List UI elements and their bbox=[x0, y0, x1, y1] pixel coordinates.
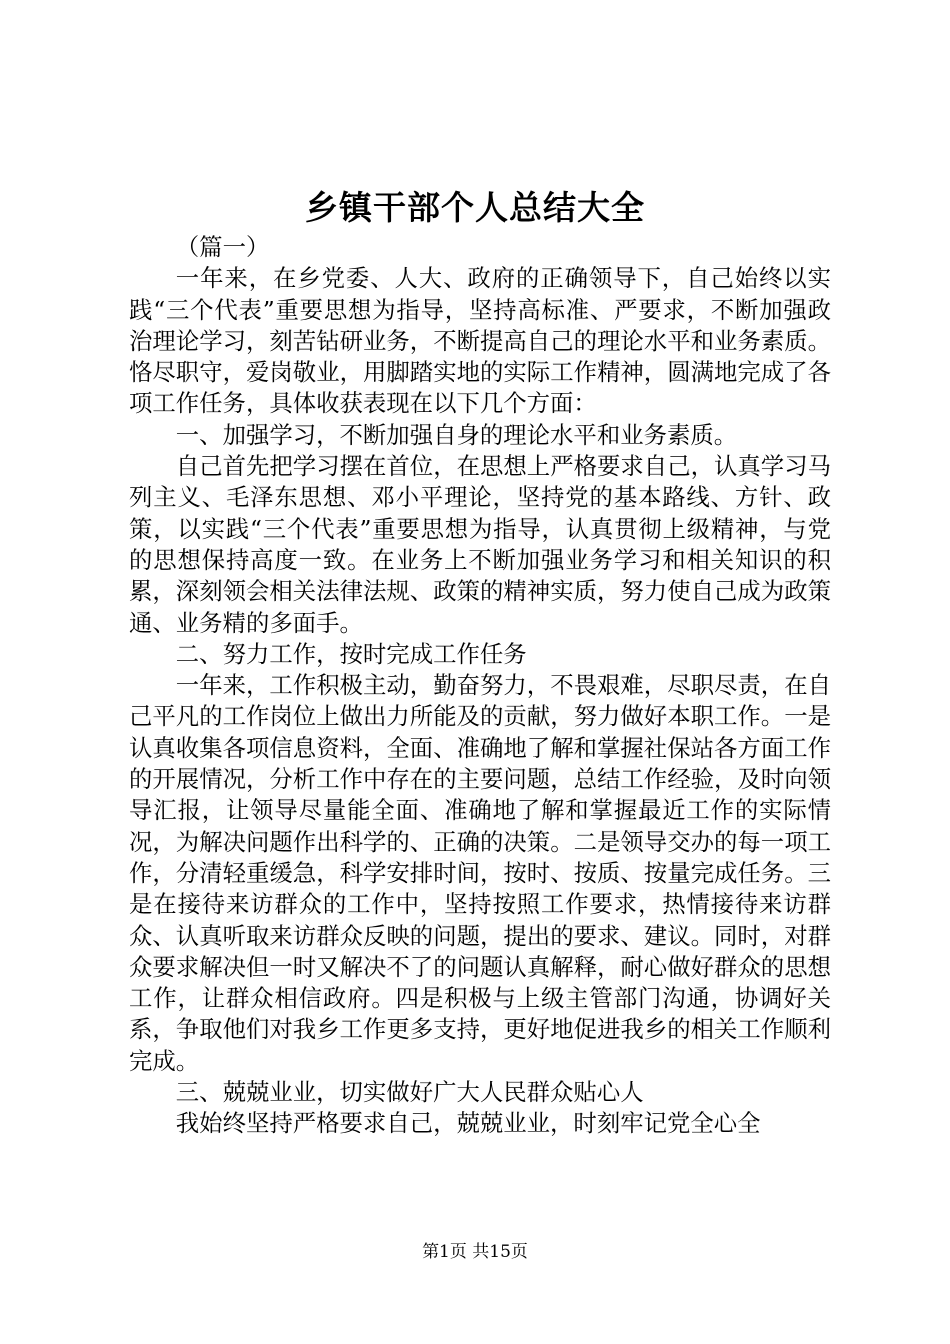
paragraph-intro: 一年来，在乡党委、人大、政府的正确领导下，自己始终以实践“三个代表”重要思想为指导，坚持高标准、严要求，不断加强政治理论学习，刻苦钻研业务，不断提高自己的理论水平和业务素质。恪尽职守，爱岗敬业，用脚踏实地的实际工作精神，圆满地完成了各项工作任务，具体收获表现在以下几个方面： bbox=[129, 264, 831, 418]
section-heading-2: 二、努力工作，按时完成工作任务 bbox=[175, 639, 527, 668]
page-footer: 第1页 共15页 bbox=[422, 1242, 528, 1262]
paragraph-work: 一年来，工作积极主动，勤奋努力，不畏艰难，尽职尽责，在自己平凡的工作岗位上做出力所能及的贡献，努力做好本职工作。一是认真收集各项信息资料，全面、准确地了解和掌握社保站各方面工作的开展情况，分析工作中存在的主要问题，总结工作经验，及时向领导汇报，让领导尽量能全面、准确地了解和掌握最近工作的实际情况，为解决问题作出科学的、正确的决策。二是领导交办的每一项工作，分清轻重缓急，科学安排时间，按时、按质、按量完成任务。三是在接待来访群众的工作中，坚持按照工作要求，热情接待来访群众、认真听取来访群众反映的问题，提出的要求、建议。同时，对群众要求解决但一时又解决不了的问题认真解释，耐心做好群众的思想工作，让群众相信政府。四是积极与上级主管部门沟通，协调好关系，争取他们对我乡工作更多支持，更好地促进我乡的相关工作顺利完成。 bbox=[129, 671, 831, 1075]
part-label: （篇一） bbox=[175, 233, 270, 261]
section-heading-1: 一、加强学习，不断加强自身的理论水平和业务素质。 bbox=[175, 420, 738, 449]
paragraph-diligence: 我始终坚持严格要求自己，兢兢业业，时刻牢记党全心全 bbox=[175, 1109, 761, 1138]
section-heading-3: 三、兢兢业业，切实做好广大人民群众贴心人 bbox=[175, 1078, 644, 1107]
paragraph-study: 自己首先把学习摆在首位，在思想上严格要求自己，认真学习马列主义、毛泽东思想、邓小平理论，坚持党的基本路线、方针、政策，以实践“三个代表”重要思想为指导，认真贯彻上级精神，与党的思想保持高度一致。在业务上不断加强业务学习和相关知识的积累，深刻领会相关法律法规、政策的精神实质，努力使自己成为政策通、业务精的多面手。 bbox=[129, 452, 831, 637]
document-title: 乡镇干部个人总结大全 bbox=[305, 188, 645, 227]
document-body bbox=[129, 232, 831, 1140]
